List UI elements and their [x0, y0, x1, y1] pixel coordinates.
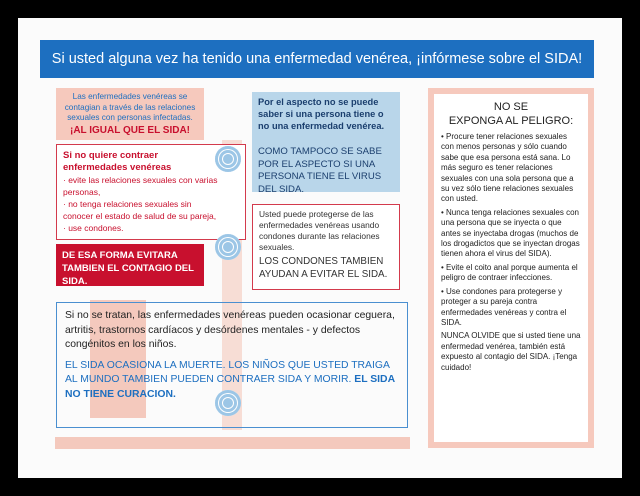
sidebar-closing: NUNCA OLVIDE que si usted tiene una enfermedad venérea, también está expuesto al contagio del SIDA. ¡Tenga cuidado!	[441, 331, 581, 372]
list-item: · evite las relaciones sexuales con varias personas,	[63, 175, 218, 197]
untreated-emphasis	[65, 359, 399, 403]
list-item: • Evite el coito anal porque aumenta el peligro de contraer infecciones.	[441, 262, 578, 283]
contagion-text: Las enfermedades venéreas se contagian a través de las relaciones sexuales con personas infectadas.	[64, 92, 196, 122]
aspect-box	[252, 92, 400, 140]
untreated-box	[56, 302, 408, 428]
headline-banner: Si usted alguna vez ha tenido una enfermedad venérea, ¡infórmese sobre el SIDA!	[40, 40, 594, 78]
condoms-text: Usted puede protegerse de las enfermedades venéreas usando condones durante las relaciones sexuales.	[259, 209, 380, 252]
list-item: · no tenga relaciones sexuales sin conocer el estado de salud de su pareja,	[63, 199, 217, 221]
sidebar-title-line1: NO SE	[493, 101, 529, 113]
condoms-box	[252, 204, 400, 290]
seal-icon	[215, 146, 241, 172]
prevention-heading: Si no quiere contraer enfermedades venéreas	[63, 150, 172, 173]
contagion-box	[56, 88, 204, 140]
aspect-text: Por el aspecto no se puede saber si una persona tiene o no una enfermedad venérea.	[258, 97, 385, 131]
untreated-emphasis-text: EL SIDA OCASIONA LA MUERTE. LOS NIÑOS QUE USTED TRAIGA AL MUNDO TAMBIEN PUEDEN CONTRAER SIDA Y MORIR.	[65, 359, 390, 385]
list-item: • Procure tener relaciones sexuales con menos personas y sólo cuando sabe que esa persona está sana. Lo más seguro es tener relaciones sexuales con una sola persona que a su vez sólo tiene relaciones sexuales con usted.	[441, 132, 574, 204]
condoms-emphasis: LOS CONDONES TAMBIEN AYUDAN A EVITAR EL SIDA.	[259, 256, 388, 280]
aspect-box-2	[252, 140, 400, 195]
sidebar-title-line2: EXPONGA AL PELIGRO:	[448, 115, 574, 127]
prevention-callout-text: DE ESA FORMA EVITARA TAMBIEN EL CONTAGIO DEL SIDA.	[62, 250, 194, 287]
untreated-emphasis-bold: EL SIDA NO TIENE CURACION.	[65, 374, 395, 400]
prevention-callout	[56, 244, 204, 286]
sidebar-panel	[434, 94, 588, 442]
untreated-text: Si no se tratan, las enfermedades venéreas pueden ocasionar ceguera, artritis, trastornos cardíacos y desórdenes mentales - y defectos congénitos en los niños.	[65, 310, 395, 350]
prevention-list	[63, 174, 223, 234]
seal-icon	[215, 234, 241, 260]
contagion-emphasis: ¡AL IGUAL QUE EL SIDA!	[69, 124, 190, 136]
list-item: · use condones.	[63, 223, 124, 233]
sidebar-title	[441, 100, 581, 128]
sidebar-list	[441, 132, 581, 328]
aspect-text-2: COMO TAMPOCO SE SABE POR EL ASPECTO SI UNA PERSONA TIENE EL VIRUS DEL SIDA.	[258, 146, 382, 195]
list-item: • Use condones para protegerse y proteger a su pareja contra enfermedades venéreas y contra el SIDA.	[441, 286, 567, 327]
list-item: • Nunca tenga relaciones sexuales con una persona que se inyecta o que antes se inyectaba drogas (muchos de los drogadictos que se inyectan drogas tienen ahora el virus del SIDA).	[441, 207, 580, 259]
decor-stripe-bottom	[55, 437, 410, 449]
